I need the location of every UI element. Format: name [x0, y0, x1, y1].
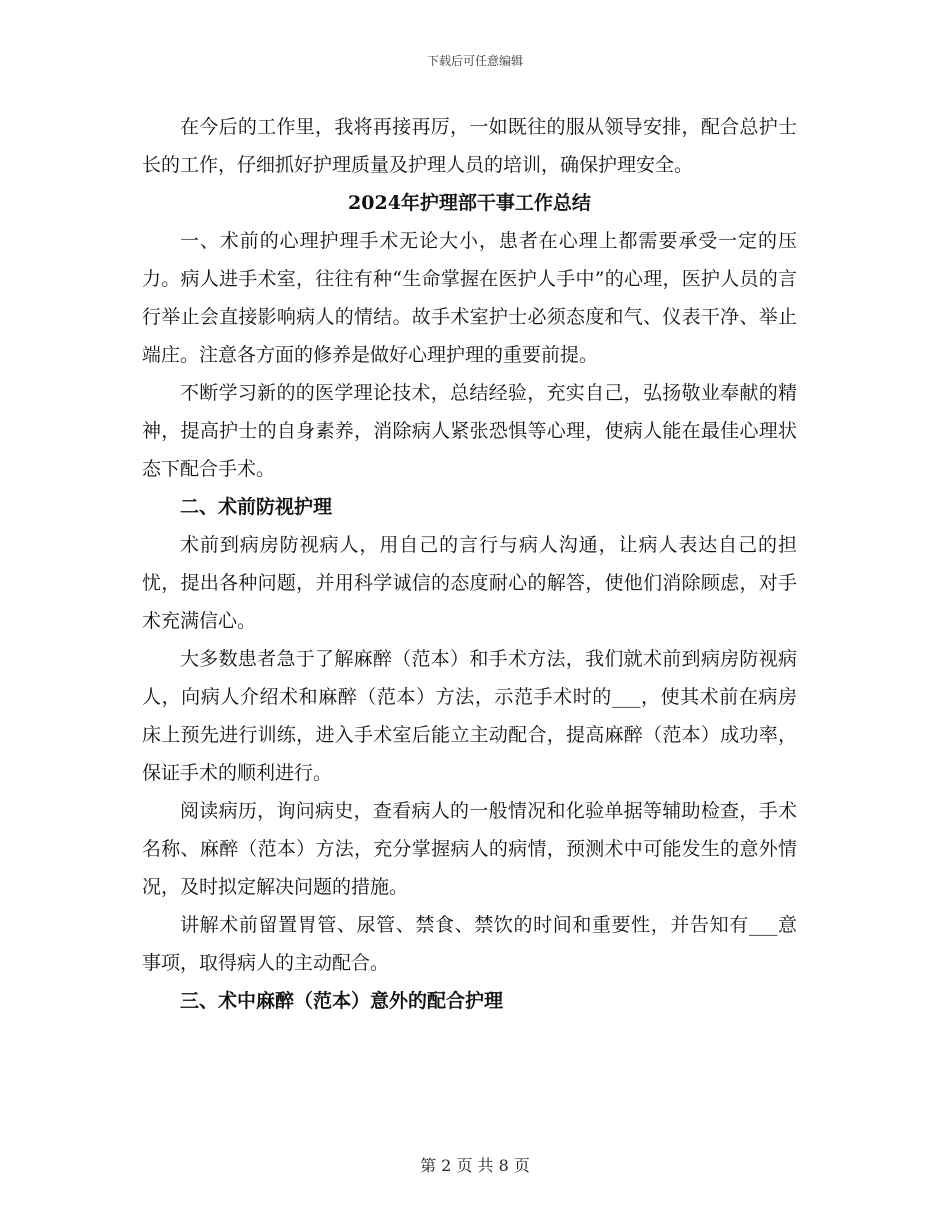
section-heading-preop-visit: 二、术前防视护理: [180, 496, 333, 518]
paragraph-medical-history: 阅读病历，询问病史，查看病人的一般情况和化验单据等辅助检查，手术名称、麻醉（范本）方法，充分掌握病人的病情，预测术中可能发生的意外情况，及时拟定解决问题的措施。: [142, 800, 797, 898]
paragraph-preop-instructions: 讲解术前留置胃管、尿管、禁食、禁饮的时间和重要性，并告知有___意事项，取得病人的主动配合。: [142, 914, 797, 974]
page-number: 第 2 页 共 8 页: [420, 1156, 530, 1175]
paragraph-closing: 在今后的工作里，我将再接再厉，一如既往的服从领导安排，配合总护士长的工作，仔细抓好护理质量及护理人员的培训，确保护理安全。: [142, 116, 797, 176]
paragraph-preop-psych: 一、术前的心理护理手术无论大小，患者在心理上都需要承受一定的压力。病人进手术室，往往有种“生命掌握在医护人手中”的心理，医护人员的言行举止会直接影响病人的情结。故手术室护士必须态度和气、仪表干净、举止端庄。注意各方面的修养是做好心理护理的重要前提。: [142, 230, 797, 366]
document-title: 2024年护理部干事工作总结: [348, 192, 591, 214]
paragraph-learning: 不断学习新的的医学理论技术，总结经验，充实自己，弘扬敬业奉献的精神，提高护士的自身素养，消除病人紧张恐惧等心理，使病人能在最佳心理状态下配合手术。: [142, 382, 797, 480]
document-body: [142, 108, 797, 1020]
paragraph-anesthesia-intro: 大多数患者急于了解麻醉（范本）和手术方法，我们就术前到病房防视病人，向病人介绍术和麻醉（范本）方法，示范手术时的___，使其术前在病房床上预先进行训练，进入手术室后能立主动配合，提高麻醉（范本）成功率，保证手术的顺利进行。: [142, 648, 797, 784]
paragraph-visit-communication: 术前到病房防视病人，用自己的言行与病人沟通，让病人表达自己的担忧，提出各种问题，并用科学诚信的态度耐心的解答，使他们消除顾虑，对手术充满信心。: [142, 534, 797, 632]
page-header-note: 下载后可任意编辑: [426, 54, 523, 68]
section-heading-intraop: 三、术中麻醉（范本）意外的配合护理: [180, 990, 504, 1012]
